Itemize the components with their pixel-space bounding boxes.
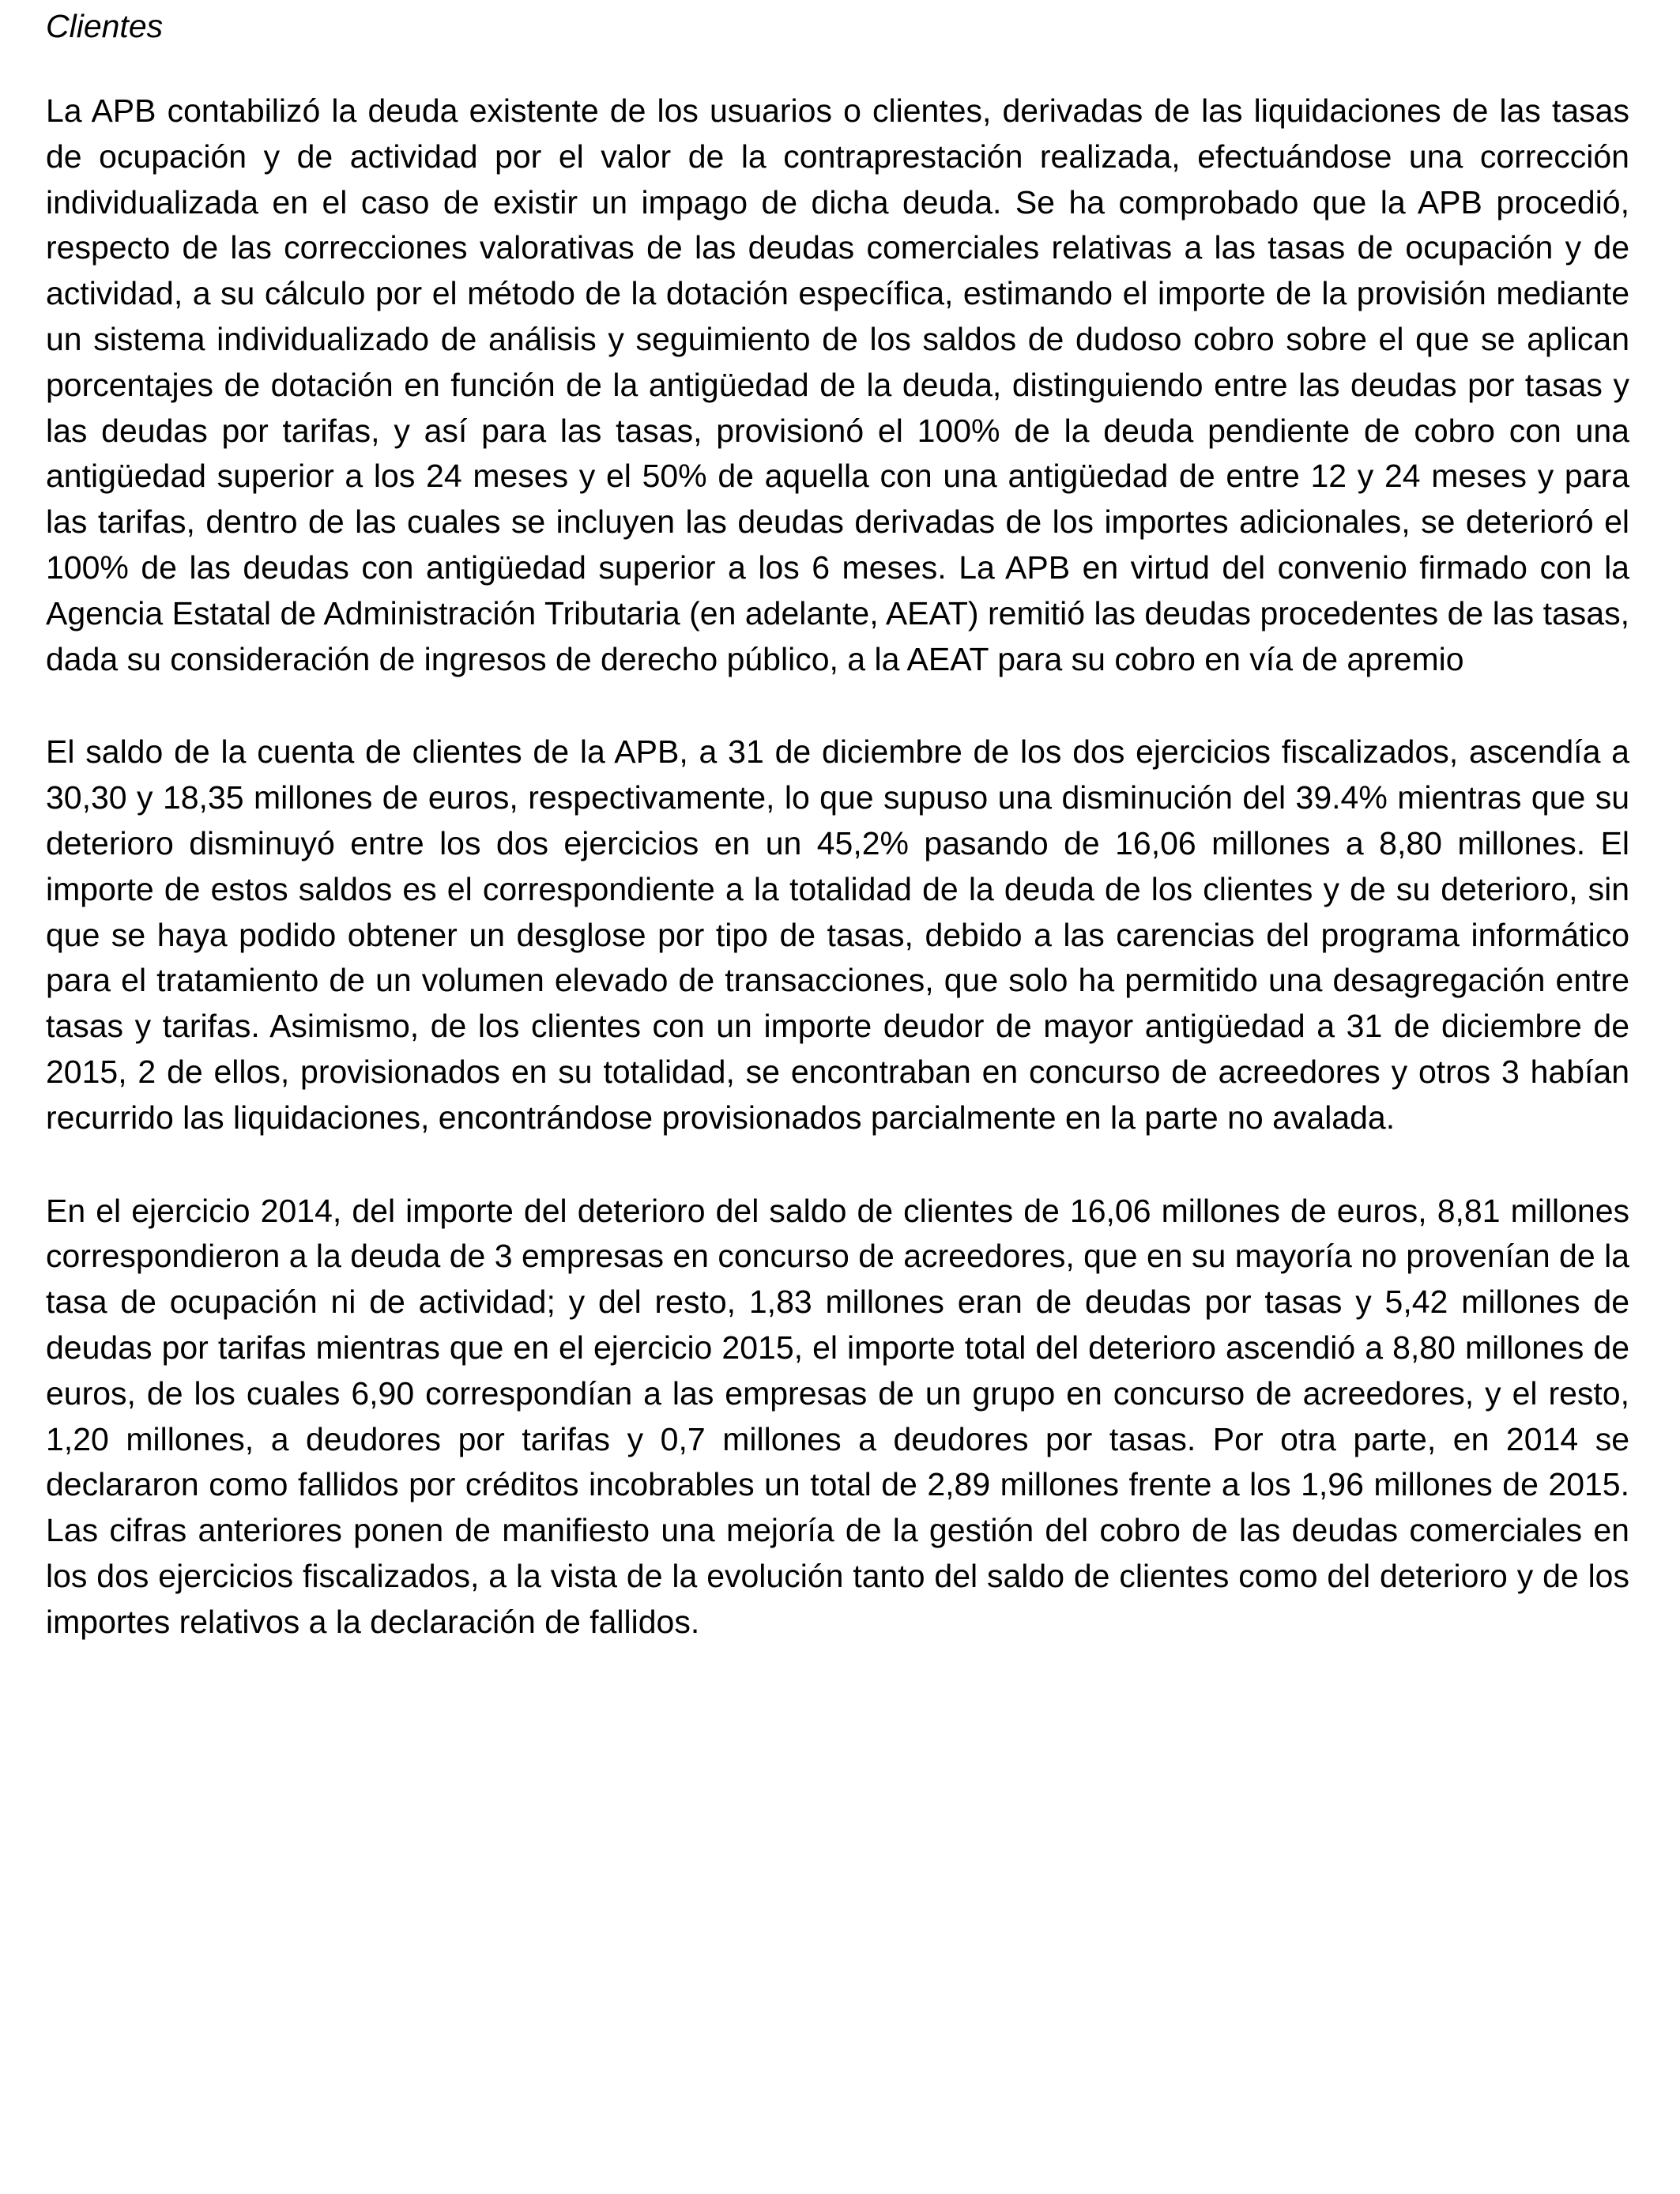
document-page bbox=[46, 5, 1629, 1646]
section-heading: Clientes bbox=[46, 8, 164, 44]
paragraph-deterioro-ejercicios: En el ejercicio 2014, del importe del deterioro del saldo de clientes de 16,06 millones de euros, 8,81 millones correspondieron a la deuda de 3 empresas en concurso de acreedores, que en su mayoría no provenían de la tasa de ocupación ni de actividad; y del resto, 1,83 millones eran de deudas por tasas y 5,42 millones de deudas por tarifas mientras que en el ejercicio 2015, el importe total del deterioro ascendió a 8,80 millones de euros, de los cuales 6,90 correspondían a las empresas de un grupo en concurso de acreedores, y el resto, 1,20 millones, a deudores por tarifas y 0,7 millones a deudores por tasas. Por otra parte, en 2014 se declararon como fallidos por créditos incobrables un total de 2,89 millones frente a los 1,96 millones de 2015. Las cifras anteriores ponen de manifiesto una mejoría de la gestión del cobro de las deudas comerciales en los dos ejercicios fiscalizados, a la vista de la evolución tanto del saldo de clientes como del deterioro y de los importes relativos a la declaración de fallidos. bbox=[46, 1192, 1629, 1640]
paragraph-saldo-clientes: El saldo de la cuenta de clientes de la APB, a 31 de diciembre de los dos ejercicios fiscalizados, ascendía a 30,30 y 18,35 millones de euros, respectivamente, lo que supuso una disminución del 39.4% mientras que su deterioro disminuyó entre los dos ejercicios en un 45,2% pasando de 16,06 millones a 8,80 millones. El importe de estos saldos es el correspondiente a la totalidad de la deuda de los clientes y de su deterioro, sin que se haya podido obtener un desglose por tipo de tasas, debido a las carencias del programa informático para el tratamiento de un volumen elevado de transacciones, que solo ha permitido una desagregación entre tasas y tarifas. Asimismo, de los clientes con un importe deudor de mayor antigüedad a 31 de diciembre de 2015, 2 de ellos, provisionados en su totalidad, se encontraban en concurso de acreedores y otros 3 habían recurrido las liquidaciones, encontrándose provisionados parcialmente en la parte no avalada. bbox=[46, 733, 1629, 1136]
paragraph-deuda-clientes: La APB contabilizó la deuda existente de los usuarios o clientes, derivadas de las liquidaciones de las tasas de ocupación y de actividad por el valor de la contraprestación realizada, efectuándose una corrección individualizada en el caso de existir un impago de dicha deuda. Se ha comprobado que la APB procedió, respecto de las correcciones valorativas de las deudas comerciales relativas a las tasas de ocupación y de actividad, a su cálculo por el método de la dotación específica, estimando el importe de la provisión mediante un sistema individualizado de análisis y seguimiento de los saldos de dudoso cobro sobre el que se aplican porcentajes de dotación en función de la antigüedad de la deuda, distinguiendo entre las deudas por tasas y las deudas por tarifas, y así para las tasas, provisionó el 100% de la deuda pendiente de cobro con una antigüedad superior a los 24 meses y el 50% de aquella con una antigüedad de entre 12 y 24 meses y para las tarifas, dentro de las cuales se incluyen las deudas derivadas de los importes adicionales, se deterioró el 100% de las deudas con antigüedad superior a los 6 meses. La APB en virtud del convenio firmado con la Agencia Estatal de Administración Tributaria (en adelante, AEAT) remitió las deudas procedentes de las tasas, dada su consideración de ingresos de derecho público, a la AEAT para su cobro en vía de apremio bbox=[46, 92, 1629, 677]
